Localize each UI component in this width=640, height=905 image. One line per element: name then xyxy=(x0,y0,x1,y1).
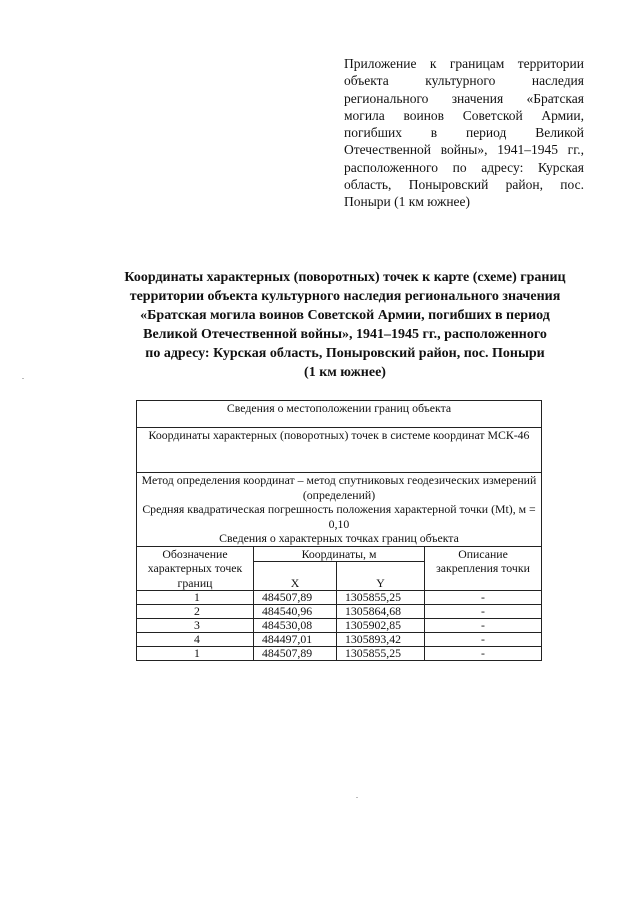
scan-speck xyxy=(22,378,24,379)
header-x: X xyxy=(254,562,337,591)
method-text: Метод определения координат – метод спутниковых геодезических измерений (определений) xyxy=(141,473,537,502)
title-line: «Братская могила воинов Советской Армии, погибших в период xyxy=(140,308,550,323)
scan-speck xyxy=(356,797,358,798)
point-x: 484507,89 xyxy=(254,647,337,661)
point-y: 1305864,68 xyxy=(337,605,425,619)
point-number: 2 xyxy=(137,605,254,619)
point-number: 1 xyxy=(137,647,254,661)
title-line: (1 км южнее) xyxy=(304,365,386,380)
point-number: 1 xyxy=(137,591,254,605)
document-title xyxy=(80,268,610,382)
points-title: Сведения о характерных точках границ объекта xyxy=(219,531,459,545)
header-coordinates: Координаты, м xyxy=(254,546,425,562)
table-row xyxy=(137,605,542,619)
point-description: - xyxy=(425,591,542,605)
table-row xyxy=(137,633,542,647)
point-y: 1305902,85 xyxy=(337,619,425,633)
title-line: Координаты характерных (поворотных) точек к карте (схеме) границ xyxy=(124,270,566,285)
method-block xyxy=(137,473,542,547)
point-number: 3 xyxy=(137,619,254,633)
point-y: 1305855,25 xyxy=(337,647,425,661)
header-y: Y xyxy=(337,562,425,591)
title-line: территории объекта культурного наследия регионального значения xyxy=(129,289,561,304)
title-line: Великой Отечественной войны», 1941–1945 гг., расположенного xyxy=(143,327,547,342)
coord-system: Координаты характерных (поворотных) точек в системе координат МСК-46 xyxy=(137,428,542,473)
table-row xyxy=(137,619,542,633)
title-line: по адресу: Курская область, Поныровский район, пос. Поныри xyxy=(145,346,545,361)
point-x: 484507,89 xyxy=(254,591,337,605)
point-y: 1305893,42 xyxy=(337,633,425,647)
table-row xyxy=(137,591,542,605)
table-row xyxy=(137,647,542,661)
coordinates-table xyxy=(136,400,542,661)
header-designation: Обозначение характерных точек границ xyxy=(137,546,254,591)
point-y: 1305855,25 xyxy=(337,591,425,605)
point-description: - xyxy=(425,619,542,633)
point-x: 484540,96 xyxy=(254,605,337,619)
point-description: - xyxy=(425,647,542,661)
appendix-note: Приложение к границам территории объекта культурного наследия регионального значения «Братская могила воинов Советской Армии, погибших в период Великой Отечественной войны», 1941–1945 гг., расположенного по адресу: Курская область, Поныровский район, пос. Поныри (1 км южнее) xyxy=(344,56,584,210)
point-description: - xyxy=(425,605,542,619)
accuracy-text: Средняя квадратическая погрешность положения характерной точки (Mt), м = 0,10 xyxy=(142,502,536,531)
point-x: 484530,08 xyxy=(254,619,337,633)
point-number: 4 xyxy=(137,633,254,647)
header-description: Описание закрепления точки xyxy=(425,546,542,591)
section-title: Сведения о местоположении границ объекта xyxy=(137,401,542,428)
point-description: - xyxy=(425,633,542,647)
point-x: 484497,01 xyxy=(254,633,337,647)
